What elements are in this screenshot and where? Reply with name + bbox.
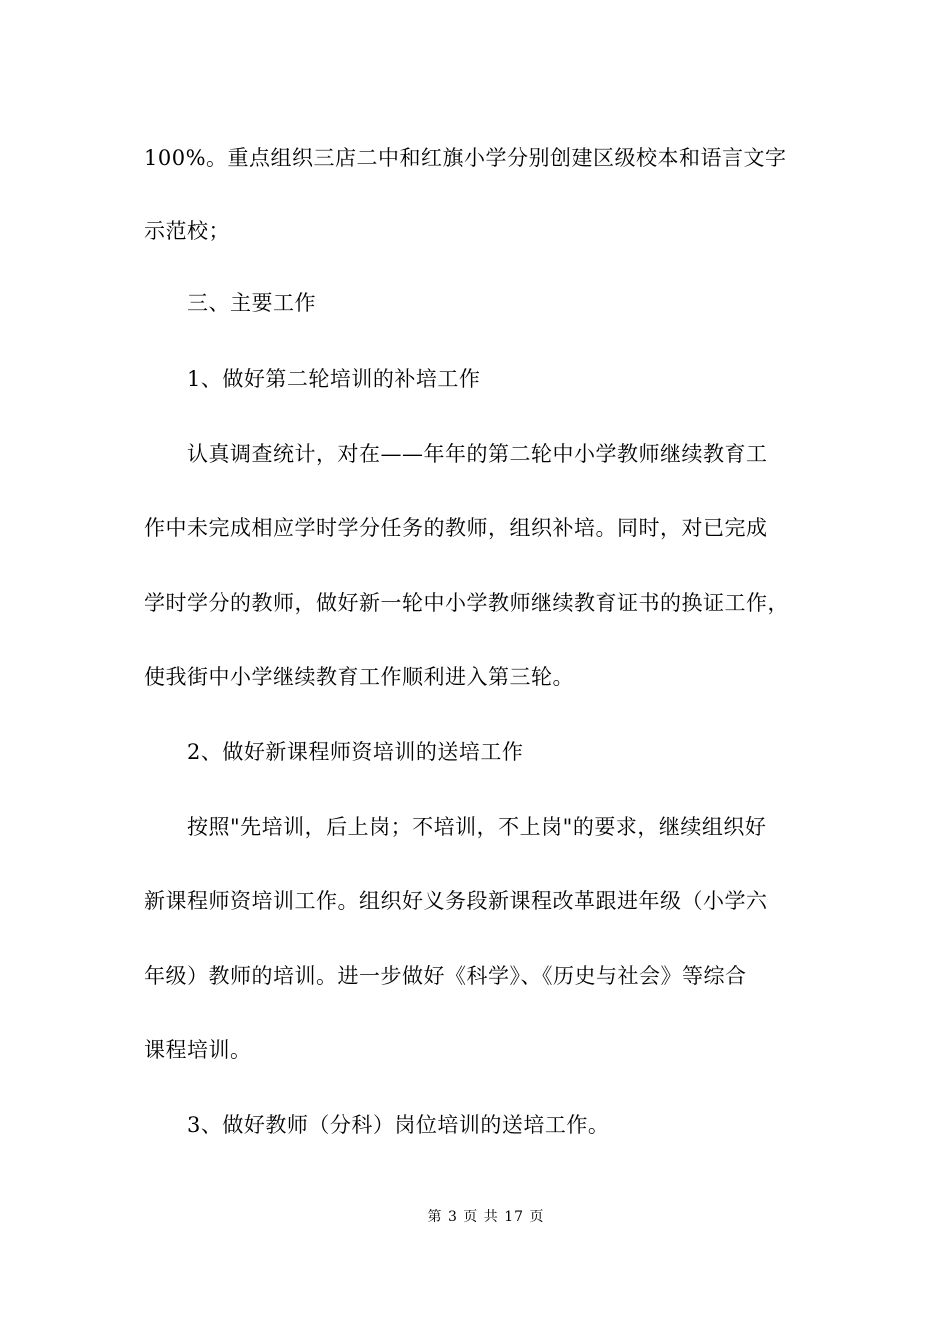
paragraph-line: 学时学分的教师，做好新一轮中小学教师继续教育证书的换证工作， [144,591,789,615]
paragraph-line: 年级）教师的培训。进一步做好《科学》、《历史与社会》等综合 [144,964,747,988]
paragraph-line: 新课程师资培训工作。组织好义务段新课程改革跟进年级（小学六 [144,889,768,913]
subsection-heading: 3、做好教师（分科）岗位培训的送培工作。 [187,1113,610,1137]
paragraph-line: 认真调查统计，对在——年年的第二轮中小学教师继续教育工 [187,442,768,466]
paragraph-line: 使我街中小学继续教育工作顺利进入第三轮。 [144,665,574,689]
page-number-footer: 第 3 页 共 17 页 [427,1209,545,1225]
paragraph-line: 作中未完成相应学时学分任务的教师，组织补培。同时，对已完成 [144,516,768,540]
subsection-heading: 2、做好新课程师资培训的送培工作 [187,740,524,764]
paragraph-line: 示范校； [144,219,230,243]
paragraph-line: 课程培训。 [144,1038,252,1062]
paragraph-line: 按照"先培训，后上岗；不培训，不上岗"的要求，继续组织好 [187,815,767,839]
paragraph-line: 100%。重点组织三店二中和红旗小学分别创建区级校本和语言文字 [144,146,787,170]
subsection-heading: 1、做好第二轮培训的补培工作 [187,367,481,391]
section-heading: 三、主要工作 [187,291,316,315]
